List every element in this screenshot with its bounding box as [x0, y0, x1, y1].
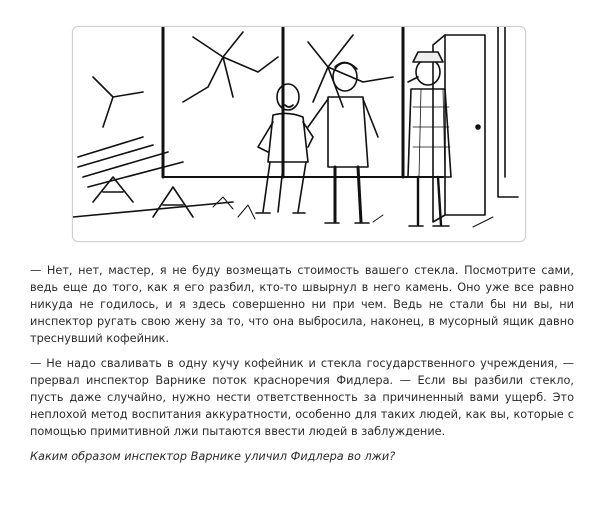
story-paragraph-2: — Не надо сваливать в одну кучу кофейник и стекла государственного учреждения, — прервал инспектор Варнике поток красноречия Фидлера. — Если вы разбили стекло, пусть даже случайно, нужно нести ответственность за причиненный вами ущерб. Это неплохой метод воспитания аккуратности, особенно для таких людей, как вы, которые с помощью примитивной лжи пытаются ввести людей в заблуждение.	[30, 357, 574, 438]
illustration-frame	[72, 26, 526, 242]
story-question: Каким образом инспектор Варнике уличил Фидлера во лжи?	[30, 450, 396, 463]
open-door	[433, 35, 485, 222]
story-text	[30, 262, 574, 473]
cartoon-illustration	[73, 27, 525, 241]
story-paragraph-1: — Нет, нет, мастер, я не буду возмещать стоимость вашего стекла. Посмотрите сами, ведь еще до того, как я его разбил, кто-то швырнул в него камень. Оно уже все равно никуда не годилось, и я здесь совершенно ни при чем. Ведь не стали бы ни вы, ни инспектор ругать свою жену за то, что она выбросила, наконец, в мусорный ящик давно треснувший кофейник.	[30, 264, 574, 345]
master-figure	[308, 62, 378, 223]
